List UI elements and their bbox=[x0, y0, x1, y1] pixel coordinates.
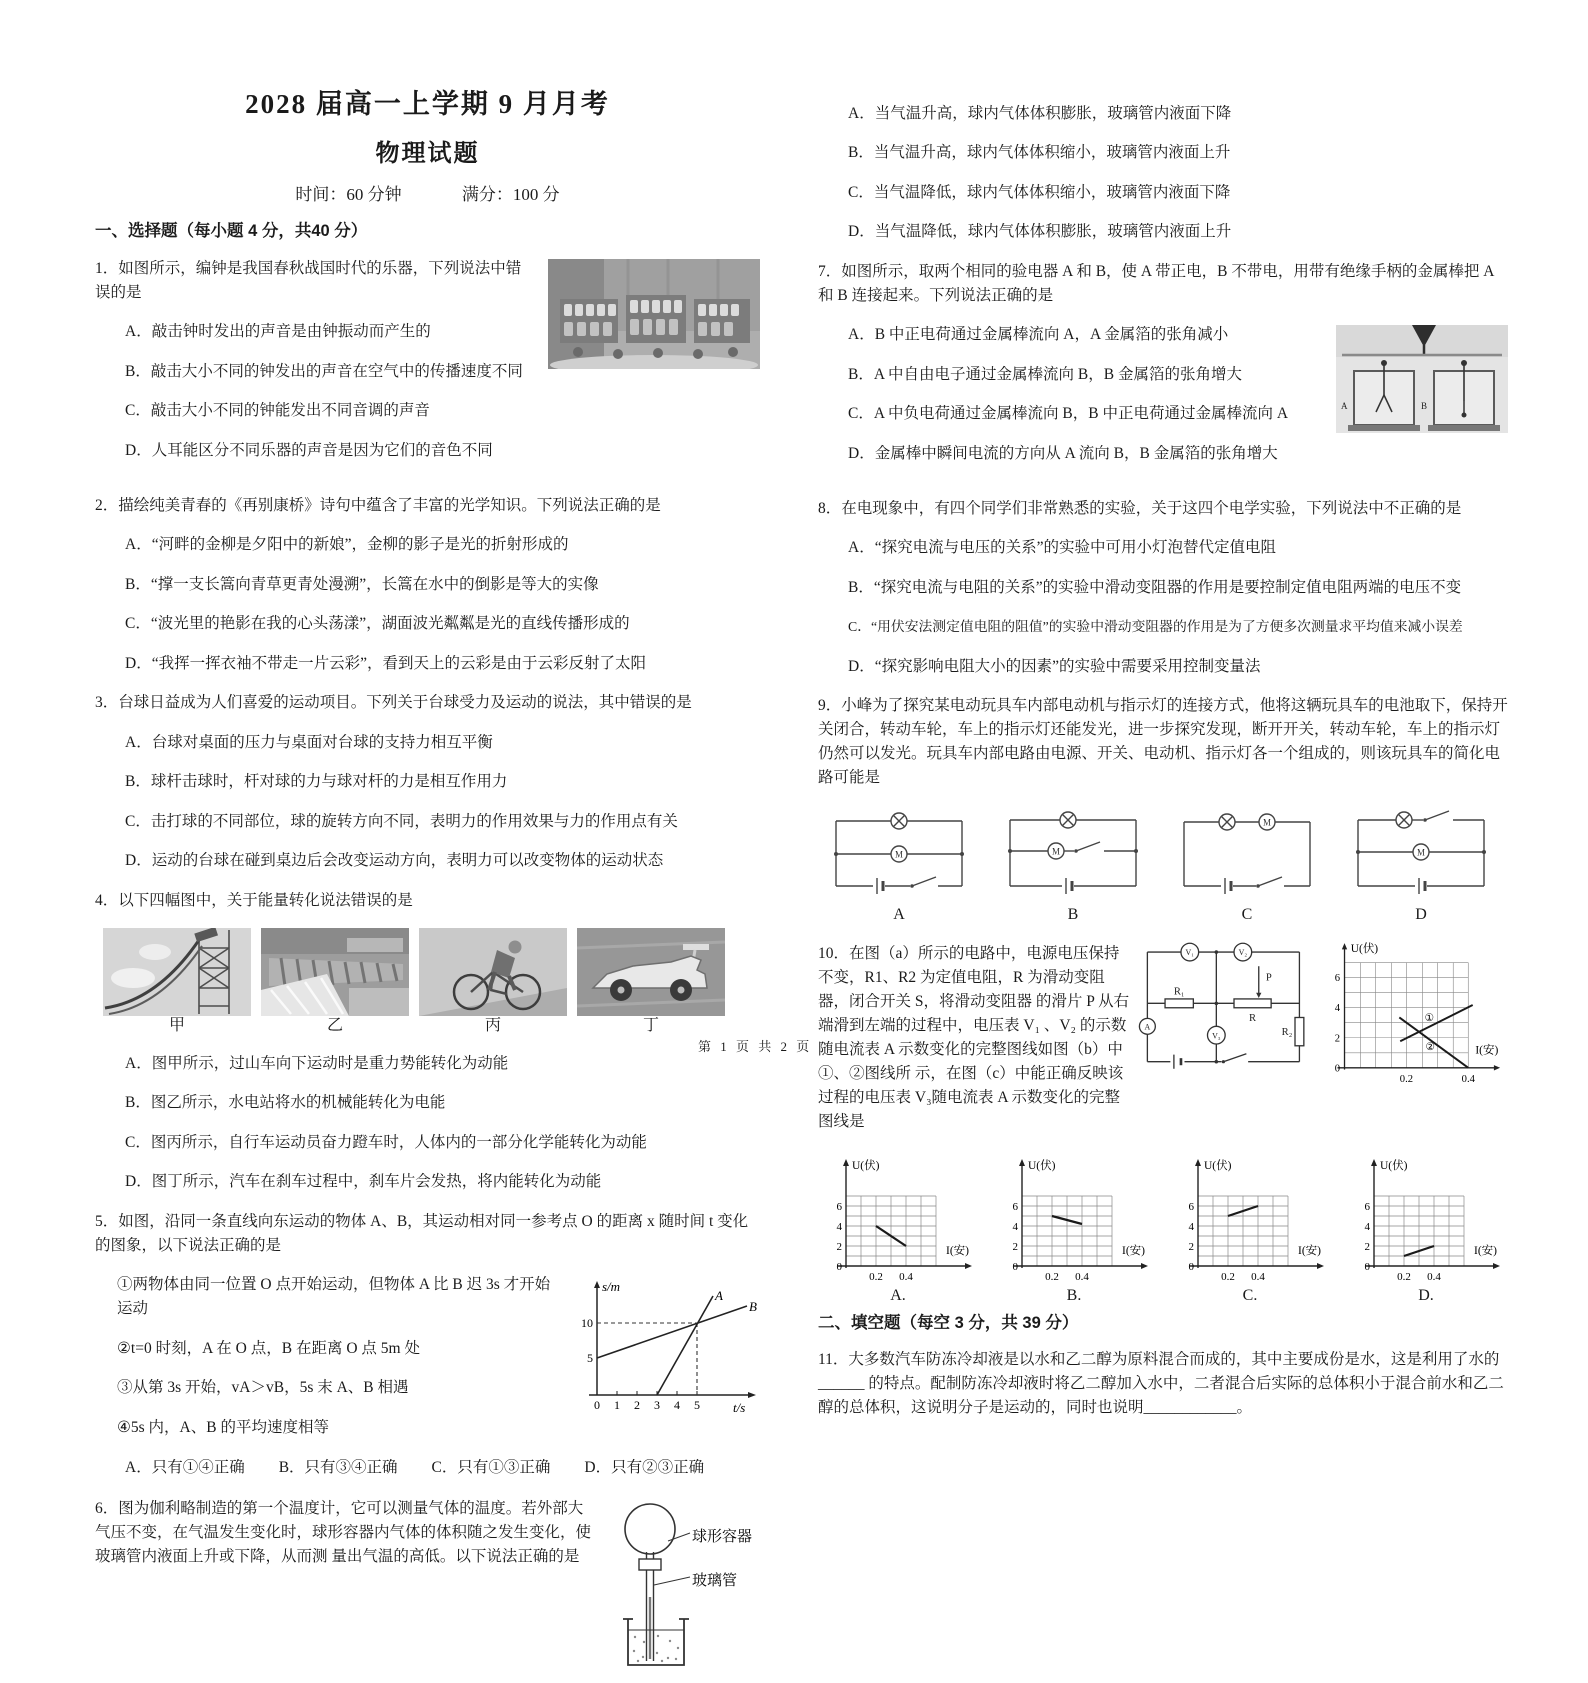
tick-label: 0 bbox=[1188, 1260, 1194, 1273]
q7-option-b: B．A 中自由电子通过金属棒流向 B，B 金属箔的张角增大 bbox=[848, 365, 1242, 383]
score-label: 满分：100 分 bbox=[461, 185, 560, 204]
tick-label: 0 bbox=[594, 1398, 600, 1412]
voltmeter-1-label: V₁ bbox=[1185, 947, 1195, 957]
q5-option-a: A．只有①④正确 bbox=[125, 1459, 245, 1476]
tick-label: 0.2 bbox=[1221, 1270, 1235, 1282]
q7-option-a: A．B 中正电荷通过金属棒流向 A，A 金属箔的张角减小 bbox=[848, 326, 1229, 343]
q4-stem: 4．以下四幅图中，关于能量转化说法错误的是 bbox=[95, 891, 413, 909]
tick-label: 0 bbox=[1334, 1062, 1341, 1074]
q10-answer-graphs bbox=[818, 1154, 1508, 1305]
tick-label: 0.2 bbox=[1397, 1270, 1411, 1282]
graph-b-label: B. bbox=[1066, 1286, 1082, 1304]
q10-stem: 10．在图（a）所示的电路中，电源电压保持不变，R1、R2 为定值电阻，R 为滑动变阻器，闭合开关 S，将滑动变阻器 的滑片 P 从右端滑到左端的过程中，电压表 V₁ 、V₂ 的示数 随电流表 A 示数变化的完整图线如图（b）中①、②图线所 示，在图（c）中能正确反映该过程的电压表 V₃随电流表 A 示数变化的完整图线是 bbox=[818, 945, 1130, 1130]
question-3 bbox=[95, 691, 760, 873]
resistor-2-label: R₂ bbox=[1281, 1026, 1293, 1038]
tick-label: 0.4 bbox=[899, 1270, 913, 1282]
q10-circuit-diagram bbox=[1135, 927, 1312, 1085]
q3-stem: 3．台球日益成为人们喜爱的运动项目。下列关于台球受力及运动的说法，其中错误的是 bbox=[95, 694, 692, 711]
q5-option-c: C．只有①③正确 bbox=[431, 1459, 551, 1476]
q6-option-c: C．当气温降低，球内气体体积缩小，玻璃管内液面下降 bbox=[848, 183, 1231, 201]
exam-meta bbox=[95, 180, 760, 205]
galileo-thermometer-diagram bbox=[610, 1499, 760, 1676]
q5-option-d: D．只有②③正确 bbox=[584, 1459, 705, 1476]
question-9 bbox=[818, 694, 1508, 924]
tick-label: 0.2 bbox=[869, 1270, 883, 1282]
hydroelectric-dam-photo bbox=[261, 928, 409, 1016]
circuit-option-a bbox=[824, 806, 974, 924]
tick-label: 0.4 bbox=[1427, 1270, 1441, 1282]
graph-option-b bbox=[994, 1154, 1154, 1305]
q7-option-d: D．金属棒中瞬间电流的方向从 A 流向 B，B 金属箔的张角增大 bbox=[848, 444, 1278, 462]
curve-label-a: A bbox=[715, 1288, 723, 1303]
time-label: 时间：60 分钟 bbox=[295, 185, 402, 204]
question-4 bbox=[95, 889, 760, 1195]
tick-label: 4 bbox=[674, 1398, 680, 1412]
chime-bells-photo bbox=[548, 259, 760, 374]
tick-label: 4 bbox=[1188, 1220, 1194, 1233]
question-10 bbox=[818, 927, 1508, 1305]
q7-stem: 7．如图所示，取两个相同的验电器 A 和 B，使 A 带正电，B 不带电，用带有绝缘手柄的金属棒把 A 和 B 连接起来。下列说法正确的是 bbox=[818, 262, 1494, 304]
q4-caption-jia: 甲 bbox=[168, 1017, 185, 1034]
line-A bbox=[657, 1296, 713, 1395]
tick-label: 6 bbox=[1188, 1200, 1194, 1213]
tick-label: 4 bbox=[1012, 1220, 1018, 1233]
tick-label: 6 bbox=[836, 1200, 842, 1213]
q6-option-b: B．当气温升高，球内气体体积缩小，玻璃管内液面上升 bbox=[848, 144, 1231, 161]
sphere-label: 球形容器 bbox=[692, 1528, 753, 1545]
q4-photo-row bbox=[103, 928, 760, 1016]
q9-stem: 9．小峰为了探究某电动玩具车内部电动机与指示灯的连接方式，他将这辆玩具车的电池取下，保持开关闭合，转动车轮，车上的指示灯还能发光，进一步探究发现，断开开关，转动车轮，车上的指示灯仍然可以发光。玩具车内部电路由电源、开关、电动机、指示灯各一个组成的，则该玩具车的简化电路可能是 bbox=[818, 697, 1508, 786]
x-axis-label: I(安) bbox=[1298, 1244, 1321, 1257]
tick-label: 0 bbox=[1012, 1260, 1018, 1273]
q6-stem: 6．图为伽利略制造的第一个温度计，它可以测量气体的温度。若外部大气压不变，在气温发生变化时，球形容器内气体的体积随之发生变化，使玻璃管内液面上升或下降，从而测 量出气温的高低。以下说法正确的是 bbox=[95, 1499, 592, 1565]
graph-a-label: A. bbox=[890, 1286, 906, 1304]
q6-option-a: A．当气温升高，球内气体体积膨胀，玻璃管内液面下降 bbox=[848, 104, 1232, 122]
tick-label: 2 bbox=[1012, 1240, 1018, 1253]
q9-circuit-row bbox=[824, 806, 1508, 924]
tick-label: 0.2 bbox=[1045, 1270, 1059, 1282]
x-axis-label: I(安) bbox=[1122, 1244, 1145, 1257]
question-1 bbox=[95, 257, 760, 479]
q4-option-b: B．图乙所示，水电站将水的机械能转化为电能 bbox=[125, 1094, 446, 1111]
right-column bbox=[818, 86, 1508, 1436]
tick-label: 10 bbox=[581, 1316, 593, 1330]
tick-label: 0.4 bbox=[1075, 1270, 1089, 1282]
x-axis-label: t/s bbox=[733, 1400, 746, 1415]
q1-option-c: C．敲击大小不同的钟能发出不同音调的声音 bbox=[125, 402, 430, 419]
tick-label: 6 bbox=[1334, 972, 1341, 984]
q8-option-c: C．“用伏安法测定值电阻的阻值”的实验中滑动变阻器的作用是为了方便多次测量求平均值来减小误差 bbox=[848, 619, 1463, 634]
question-6-options bbox=[818, 102, 1508, 245]
q4-caption-row bbox=[103, 1016, 760, 1036]
electroscope-a-label: A bbox=[1341, 401, 1348, 411]
tick-label: 2 bbox=[836, 1240, 842, 1253]
tick-label: 4 bbox=[1334, 1002, 1341, 1014]
tick-label: 3 bbox=[654, 1398, 660, 1412]
tick-label: 4 bbox=[1364, 1220, 1370, 1233]
curve-1 bbox=[1400, 1005, 1472, 1041]
q5-options bbox=[95, 1455, 760, 1481]
q5-item-1: ①两物体由同一位置 O 点开始运动，但物体 A 比 B 迟 3s 才开始运动 bbox=[117, 1276, 551, 1317]
q4-option-a: A．图甲所示，过山车向下运动时是重力势能转化为动能 bbox=[125, 1054, 509, 1072]
tube-label: 玻璃管 bbox=[692, 1572, 738, 1589]
page-number: 第 1 页 共 2 页 bbox=[698, 1039, 813, 1054]
circuit-option-d bbox=[1346, 806, 1496, 924]
voltmeter-3-label: V₃ bbox=[1212, 1030, 1221, 1040]
q8-option-d: D．“探究影响电阻大小的因素”的实验中需要采用控制变量法 bbox=[848, 657, 1261, 675]
page-title: 2028 届高一上学期 9 月月考 bbox=[245, 89, 610, 119]
tick-label: 2 bbox=[1188, 1240, 1194, 1253]
line-B bbox=[597, 1306, 747, 1358]
curve-2-label: ② bbox=[1425, 1041, 1435, 1053]
q1-stem: 1．如图所示，编钟是我国春秋战国时代的乐器，下列说法中错误的是 bbox=[95, 259, 522, 301]
q1-option-a: A．敲击钟时发出的声音是由钟振动而产生的 bbox=[125, 323, 431, 340]
x-axis-label: I(安) bbox=[1474, 1244, 1497, 1257]
graph-d-label: D. bbox=[1418, 1286, 1434, 1304]
motor-symbol-label: M bbox=[1262, 817, 1272, 827]
y-axis-label: U(伏) bbox=[1028, 1159, 1056, 1172]
section-2-heading: 二、填空题（每空 3 分，共 39 分） bbox=[818, 1313, 1079, 1332]
q4-caption-yi: 乙 bbox=[326, 1017, 343, 1034]
tick-label: 0.2 bbox=[1399, 1073, 1413, 1085]
q5-item-3: ③从第 3s 开始，vA＞vB，5s 末 A、B 相遇 bbox=[117, 1379, 409, 1396]
q8-option-a: A．“探究电流与电压的关系”的实验中可用小灯泡替代定值电阻 bbox=[848, 539, 1276, 556]
motor-symbol-label: M bbox=[1051, 846, 1061, 856]
cyclist-photo bbox=[419, 928, 567, 1016]
curve-label-b: B bbox=[749, 1299, 757, 1314]
race-car-photo bbox=[577, 928, 725, 1016]
graph-option-a bbox=[818, 1154, 978, 1305]
q8-stem: 8．在电现象中，有四个同学们非常熟悉的实验，关于这四个电学实验，下列说法中不正确的是 bbox=[818, 499, 1462, 517]
tick-label: 0 bbox=[1364, 1260, 1370, 1273]
tick-label: 1 bbox=[614, 1398, 620, 1412]
left-column bbox=[95, 82, 760, 1683]
electroscope-b-label: B bbox=[1421, 401, 1428, 411]
tick-label: 2 bbox=[1334, 1032, 1341, 1044]
resistor-1-label: R₁ bbox=[1173, 986, 1185, 998]
q6-option-d: D．当气温降低，球内气体体积膨胀，玻璃管内液面上升 bbox=[848, 223, 1232, 240]
curve-1-label: ① bbox=[1424, 1012, 1435, 1024]
q2-stem: 2．描绘纯美青春的《再别康桥》诗句中蕴含了丰富的光学知识。下列说法正确的是 bbox=[95, 496, 661, 514]
q2-option-d: D．“我挥一挥衣袖不带走一片云彩”，看到天上的云彩是由于云彩反射了太阳 bbox=[125, 654, 646, 672]
tick-label: 5 bbox=[587, 1351, 593, 1365]
tick-label: 6 bbox=[1364, 1200, 1370, 1213]
x-axis-label: I(安) bbox=[1475, 1044, 1499, 1057]
q10-graph-b bbox=[1318, 927, 1508, 1099]
q7-option-c: C．A 中负电荷通过金属棒流向 B，B 中正电荷通过金属棒流向 A bbox=[848, 405, 1289, 422]
tick-label: 2 bbox=[1364, 1240, 1370, 1253]
motor-symbol-label: M bbox=[1416, 847, 1426, 857]
q1-option-b: B．敲击大小不同的钟发出的声音在空气中的传播速度不同 bbox=[125, 362, 523, 380]
q3-option-c: C．击打球的不同部位，球的旋转方向不同，表明力的作用效果与力的作用点有关 bbox=[125, 812, 678, 830]
q4-option-c: C．图丙所示，自行车运动员奋力蹬车时，人体内的一部分化学能转化为动能 bbox=[125, 1133, 647, 1151]
question-7 bbox=[818, 260, 1508, 482]
q5-option-b: B．只有③④正确 bbox=[278, 1459, 398, 1476]
q3-option-d: D．运动的台球在碰到桌边后会改变运动方向，表明力可以改变物体的运动状态 bbox=[125, 852, 664, 869]
y-axis-label: U(伏) bbox=[1204, 1159, 1232, 1172]
q3-option-b: B．球杆击球时，杆对球的力与球对杆的力是相互作用力 bbox=[125, 773, 508, 790]
graph-option-c bbox=[1170, 1154, 1330, 1305]
circuit-d-label: D bbox=[1415, 905, 1427, 923]
q2-option-b: B．“撑一支长篙向青草更青处漫溯”，长篙在水中的倒影是等大的实像 bbox=[125, 575, 599, 593]
circuit-option-c bbox=[1172, 806, 1322, 924]
q8-option-b: B．“探究电流与电阻的关系”的实验中滑动变阻器的作用是要控制定值电阻两端的电压不变 bbox=[848, 578, 1462, 596]
roller-coaster-photo bbox=[103, 928, 251, 1016]
tick-label: 5 bbox=[694, 1398, 700, 1412]
q5-stem: 5．如图，沿同一条直线向东运动的物体 A、B，其运动相对同一参考点 O 的距离 x 随时间 t 变化的图象，以下说法正确的是 bbox=[95, 1212, 749, 1254]
rheostat-label: R bbox=[1249, 1012, 1257, 1024]
page-subtitle: 物理试题 bbox=[375, 141, 480, 167]
q3-option-a: A．台球对桌面的压力与桌面对台球的支持力相互平衡 bbox=[125, 733, 493, 751]
tick-label: 0.4 bbox=[1461, 1073, 1475, 1085]
slider-label: P bbox=[1265, 971, 1272, 983]
q2-option-a: A．“河畔的金柳是夕阳中的新娘”，金柳的影子是光的折射形成的 bbox=[125, 536, 569, 553]
tick-label: 0 bbox=[836, 1260, 842, 1273]
y-axis-label: U(伏) bbox=[1380, 1159, 1408, 1172]
tick-label: 4 bbox=[836, 1220, 842, 1233]
question-5 bbox=[95, 1210, 760, 1482]
circuit-a-label: A bbox=[893, 905, 905, 923]
position-time-graph bbox=[575, 1275, 760, 1420]
q2-option-c: C．“波光里的艳影在我的心头荡漾”，湖面波光粼粼是光的直线传播形成的 bbox=[125, 615, 630, 632]
section-1-heading: 一、选择题（每小题 4 分，共40 分） bbox=[95, 222, 368, 240]
q1-option-d: D．人耳能区分不同乐器的声音是因为它们的音色不同 bbox=[125, 441, 493, 459]
q11-text: 11．大多数汽车防冻冷却液是以水和乙二醇为原料混合而成的，其中主要成份是水，这是利用了水的______ 的特点。配制防冻冷却液时将乙二醇加入水中，二者混合后实际的总体积小于混合前水和乙二醇的总体积，这说明分子是运动的，同时也说明____________。 bbox=[818, 1351, 1504, 1416]
graph-option-d bbox=[1346, 1154, 1506, 1305]
y-axis-label: U(伏) bbox=[852, 1159, 880, 1172]
q4-caption-ding: 丁 bbox=[642, 1017, 659, 1034]
q4-option-d: D．图丁所示，汽车在刹车过程中，刹车片会发热，将内能转化为动能 bbox=[125, 1173, 602, 1190]
circuit-b-label: B bbox=[1067, 905, 1079, 923]
circuit-option-b bbox=[998, 806, 1148, 924]
y-axis-label: U(伏) bbox=[1350, 942, 1379, 955]
question-11 bbox=[818, 1348, 1508, 1420]
question-6 bbox=[95, 1497, 760, 1680]
ammeter-label: A bbox=[1144, 1021, 1151, 1031]
graph-c-label: C. bbox=[1242, 1286, 1258, 1304]
q4-caption-bing: 丙 bbox=[484, 1017, 501, 1034]
question-2 bbox=[95, 494, 760, 676]
voltmeter-2-label: V₂ bbox=[1238, 947, 1248, 957]
question-8 bbox=[818, 497, 1508, 679]
y-axis-label: s/m bbox=[602, 1279, 621, 1294]
circuit-c-label: C bbox=[1241, 905, 1253, 923]
motor-symbol-label: M bbox=[894, 849, 904, 859]
tick-label: 2 bbox=[634, 1398, 640, 1412]
electroscope-photo bbox=[1336, 325, 1508, 438]
tick-label: 6 bbox=[1012, 1200, 1018, 1213]
q5-item-4: ④5s 内，A、B 的平均速度相等 bbox=[117, 1418, 329, 1436]
tick-label: 0.4 bbox=[1251, 1270, 1265, 1282]
x-axis-label: I(安) bbox=[946, 1244, 969, 1257]
q5-item-2: ②t=0 时刻，A 在 O 点，B 在距离 O 点 5m 处 bbox=[117, 1339, 420, 1357]
